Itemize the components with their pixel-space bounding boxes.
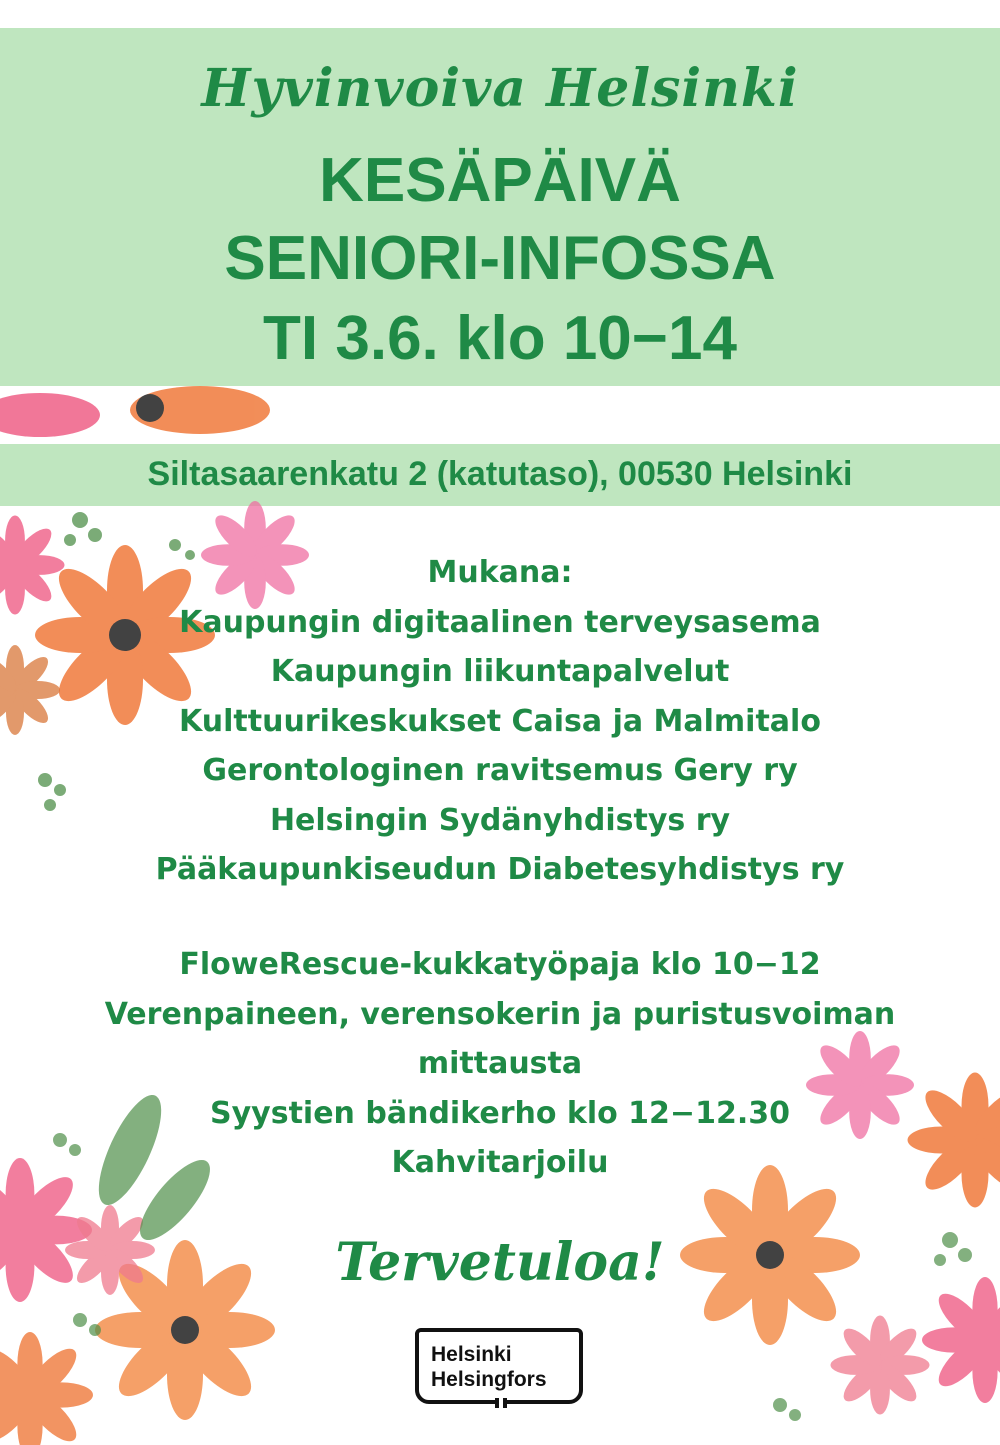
- flower-bottom-left-3: [0, 1332, 93, 1445]
- headline-line-3: TI 3.6. klo 10−14: [263, 304, 737, 373]
- flower-bottom-right-5: [831, 1316, 930, 1415]
- participant-item: Kaupungin liikuntapalvelut: [270, 654, 730, 689]
- address: Siltasaarenkatu 2 (katutaso), 00530 Helsinki: [147, 455, 853, 493]
- participant-item: Pääkaupunkiseudun Diabetesyhdistys ry: [155, 852, 845, 887]
- participant-item: Kulttuurikeskukset Caisa ja Malmitalo: [179, 703, 821, 739]
- participant-item: Helsingin Sydänyhdistys ry: [269, 802, 731, 838]
- logo-text: [431, 1342, 547, 1392]
- participant-item: Gerontologinen ravitsemus Gery ry: [202, 753, 798, 788]
- activity-item: FloweRescue-kukkatyöpaja klo 10−12: [179, 947, 821, 982]
- participants-list: [80, 548, 920, 895]
- participants-heading: Mukana:: [427, 555, 573, 590]
- flower-left-brown: [0, 645, 60, 735]
- helsinki-logo: [415, 1328, 583, 1404]
- headline-line-1: KESÄPÄIVÄ: [319, 146, 681, 215]
- flower-bottom-right-3: [908, 1073, 1000, 1208]
- headline-line-2: SENIORI-INFOSSA: [224, 224, 776, 293]
- participant-item: Kaupungin digitaalinen terveysasema: [179, 604, 821, 640]
- activities-list: [80, 940, 920, 1188]
- logo-line-2: Helsingfors: [431, 1368, 547, 1391]
- activity-item: mittausta: [417, 1046, 583, 1081]
- flower-bottom-right-4: [922, 1277, 1000, 1403]
- welcome-text: Tervetuloa!: [335, 1232, 665, 1293]
- logo-notch: [495, 1398, 507, 1408]
- script-title: Hyvinvoiva Helsinki: [201, 58, 799, 119]
- logo-line-1: Helsinki: [431, 1343, 512, 1366]
- activity-item: Verenpaineen, verensokerin ja puristusvoiman: [104, 996, 896, 1032]
- flower-left-edge: [0, 516, 65, 615]
- flower-top-left: [0, 386, 270, 437]
- activity-item: Kahvitarjoilu: [391, 1145, 609, 1180]
- activity-item: Syystien bändikerho klo 12−12.30: [210, 1095, 790, 1131]
